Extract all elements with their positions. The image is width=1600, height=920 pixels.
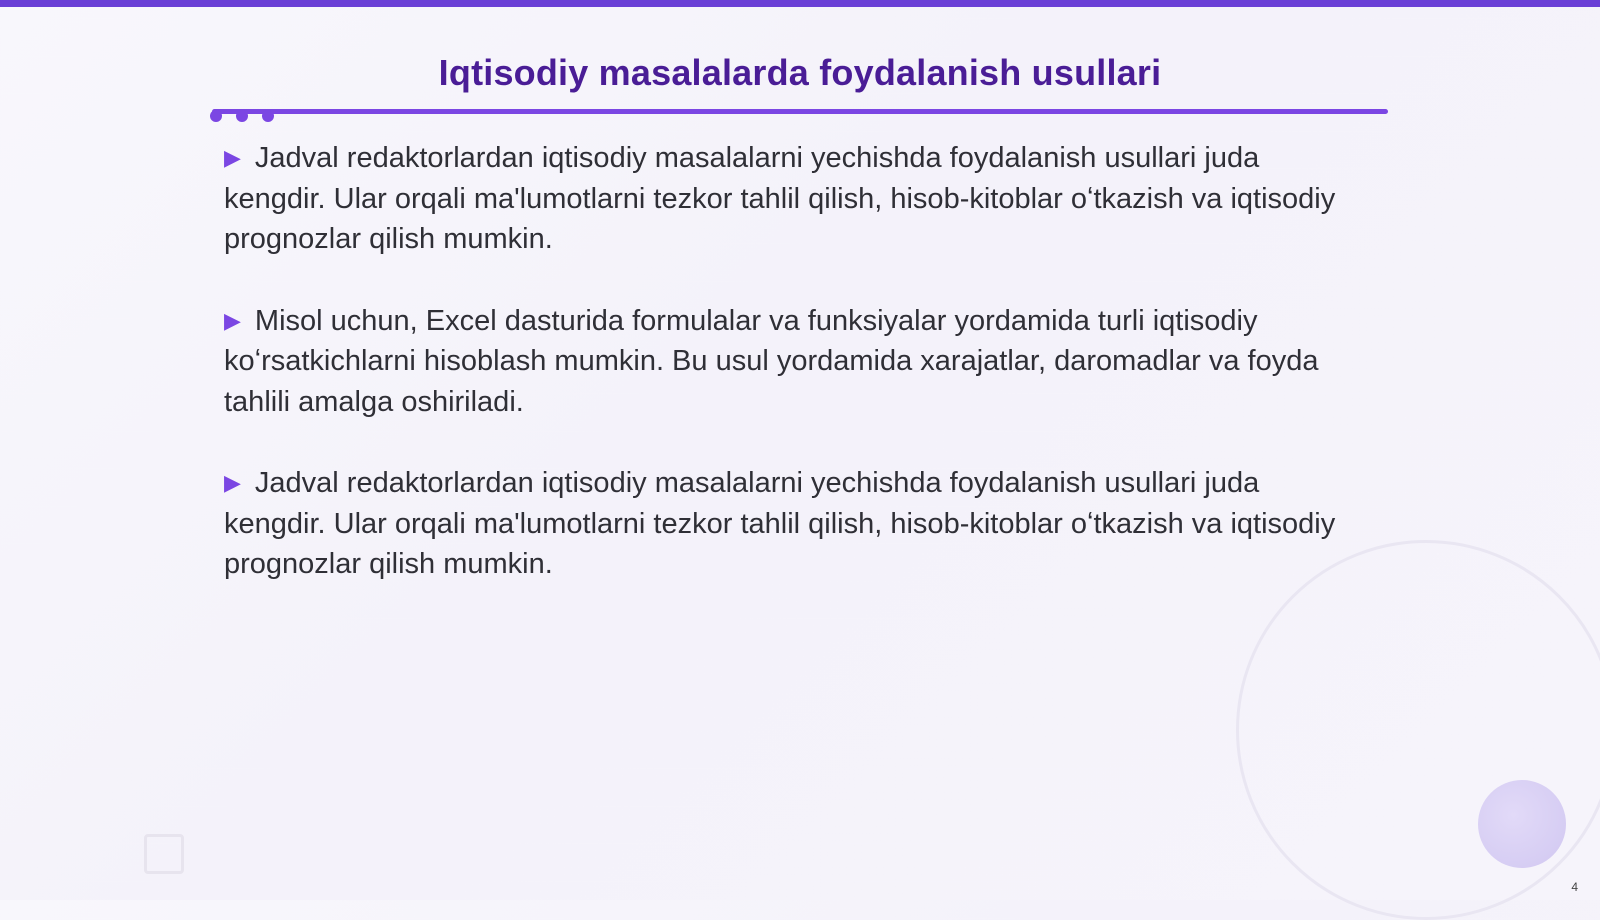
slide-title: Iqtisodiy masalalarda foydalanish usullari xyxy=(438,52,1162,93)
bullet-paragraph xyxy=(224,463,1344,585)
title-underline xyxy=(212,109,1388,114)
bullet-paragraph xyxy=(224,138,1344,260)
paragraph-text: Jadval redaktorlardan iqtisodiy masalalarni yechishda foydalanish usullari juda kengdir. Ular orqali ma'lumotlarni tezkor tahlil qilish, hisob-kitoblar oʻtkazish va iqtisodiy prognozlar qilish mumkin. xyxy=(224,467,1336,580)
slide-content xyxy=(224,138,1344,626)
bullet-paragraph xyxy=(224,301,1344,423)
decoration-dot xyxy=(262,110,274,122)
top-accent-bar xyxy=(0,0,1600,7)
triangle-bullet-icon: ▶ xyxy=(224,145,241,170)
title-dots-decoration xyxy=(210,110,274,122)
decorative-square-outline xyxy=(144,834,184,874)
decoration-dot xyxy=(210,110,222,122)
paragraph-text: Misol uchun, Excel dasturida formulalar va funksiyalar yordamida turli iqtisodiy koʻrsatkichlarni hisoblash mumkin. Bu usul yordamida xarajatlar, daromadlar va foyda tahlili amalga oshiriladi. xyxy=(224,304,1319,418)
decorative-circle-outline xyxy=(1236,540,1600,920)
triangle-bullet-icon: ▶ xyxy=(224,307,241,333)
decoration-dot xyxy=(236,110,248,122)
page-number: 4 xyxy=(1571,880,1578,894)
paragraph-text: Jadval redaktorlardan iqtisodiy masalalarni yechishda foydalanish usullari juda kengdir. Ular orqali ma'lumotlarni tezkor tahlil qilish, hisob-kitoblar oʻtkazish va iqtisodiy prognozlar qilish mumkin. xyxy=(224,142,1336,255)
decorative-circle-filled xyxy=(1478,780,1566,868)
triangle-bullet-icon: ▶ xyxy=(224,470,241,495)
